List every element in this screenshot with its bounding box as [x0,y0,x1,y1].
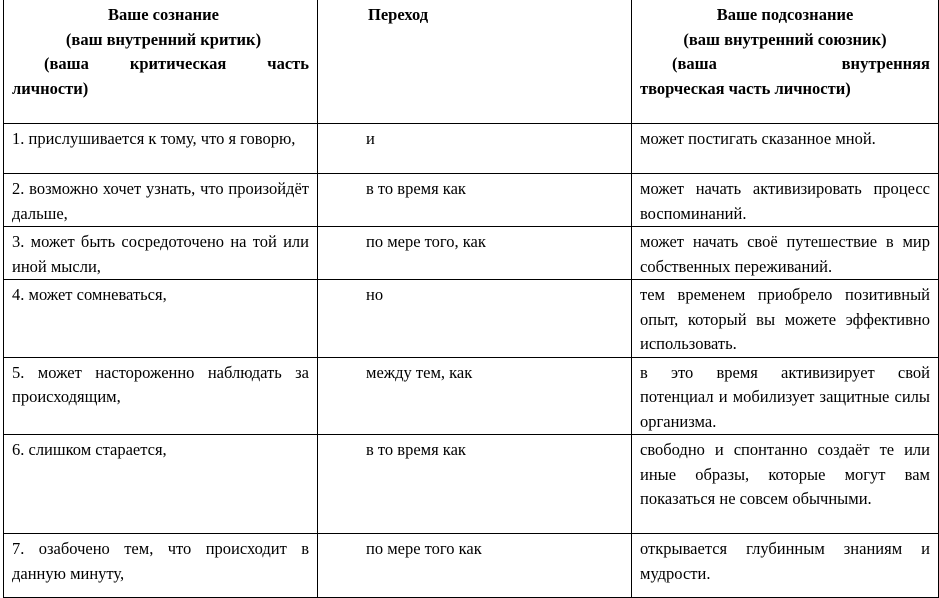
cell-subconscious: может постигать сказанное мной. [632,124,939,174]
cell-subconscious: свободно и спонтанно создаёт те или иные образы, которые могут вам показаться не совсем обычными. [632,435,939,534]
header-conscious-line: Ваше сознание [108,5,219,24]
header-conscious [4,0,318,124]
cell-transition: между тем, как [318,357,632,435]
table-row [4,534,939,598]
conscious-subconscious-table [3,0,939,598]
cell-conscious: 6. слишком старается, [4,435,318,534]
document-table-container [3,0,938,598]
table-row [4,227,939,280]
cell-transition: и [318,124,632,174]
cell-subconscious: открывается глубинным знаниям и мудрости. [632,534,939,598]
cell-conscious: 4. может сомневаться, [4,280,318,358]
header-conscious-line: (ваш внутренний критик) [65,29,262,49]
table-row [4,435,939,534]
cell-transition: но [318,280,632,358]
cell-subconscious: тем временем приобрело позитивный опыт, который вы можете эффективно использовать. [632,280,939,358]
header-subconscious [632,0,939,124]
table-row [4,357,939,435]
cell-transition: в то время как [318,435,632,534]
table-row [4,280,939,358]
cell-subconscious: может начать активизировать процесс воспоминаний. [632,174,939,227]
cell-conscious: 5. может настороженно наблюдать за происходящим, [4,357,318,435]
header-subconscious-line: (ваша внутренняя [672,54,930,73]
cell-transition: в то время как [318,174,632,227]
cell-transition: по мере того, как [318,227,632,280]
header-subconscious-line: (ваш внутренний союзник) [683,29,887,49]
cell-conscious: 2. возможно хочет узнать, что произойдёт дальше, [4,174,318,227]
header-subconscious-line: творческая часть личности) [640,78,851,98]
header-subconscious-line: Ваше подсознание [716,5,854,24]
header-conscious-line: (ваша критическая часть [44,54,309,73]
table-row [4,124,939,174]
cell-transition: по мере того как [318,534,632,598]
header-conscious-line: личности) [12,78,89,98]
header-transition: Переход [318,0,632,124]
cell-subconscious: может начать своё путешествие в мир собственных переживаний. [632,227,939,280]
table-header-row [4,0,939,124]
cell-conscious: 1. прислушивается к тому, что я говорю, [4,124,318,174]
cell-conscious: 3. может быть сосредоточено на той или иной мысли, [4,227,318,280]
cell-subconscious: в это время активизирует свой потенциал и мобилизует защитные силы организма. [632,357,939,435]
cell-conscious: 7. озабочено тем, что происходит в данную минуту, [4,534,318,598]
table-row [4,174,939,227]
